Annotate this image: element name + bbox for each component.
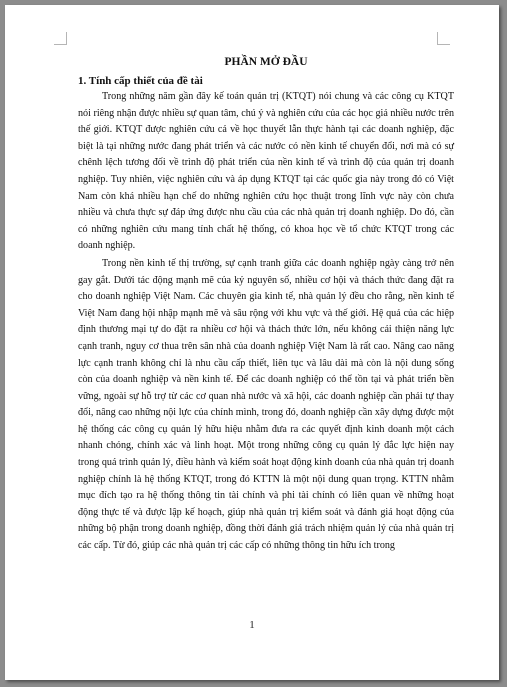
page-number: 1 [249, 619, 255, 631]
margin-corner-top-left [54, 32, 67, 45]
document-page [5, 5, 499, 680]
page-heading: PHẦN MỞ ĐẦU [224, 56, 308, 68]
page-content [78, 54, 454, 555]
paragraph-1: Trong những năm gần đây kế toán quản trị (KTQT) nói chung và các công cụ KTQT nói riêng nhận được nhiều sự quan tâm, chú ý và nghiên cứu của các học giả nhiều nước trên thế giới. KTQT được nghiên cứu cả về học thuyết lẫn thực hành tại các doanh nghiệp, đặc biệt là tại những nước đang phát triển và các nước có nền kinh tế chuyển đổi, nơi mà có sự chênh lệch tương đối về trình độ phát triển của nền kinh tế và trình độ của quản trị doanh nghiệp. Tuy nhiên, việc nghiên cứu và áp dụng KTQT tại các quốc gia này trong đó có Việt Nam còn khá nhiều hạn chế do những nghiên cứu học thuật trong lĩnh vực này còn chưa nhiều và chưa thực sự đáp ứng được nhu cầu của các nhà quản trị doanh nghiệp. Do đó, cần có những nghiên cứu mang tính chất hệ thống, có khoa học về tổ chức KTQT trong các doanh nghiệp. [78, 91, 454, 252]
margin-corner-top-right [437, 32, 450, 45]
section-title: 1. Tính cấp thiết của đề tài [78, 75, 203, 87]
paragraph-2: Trong nền kinh tế thị trường, sự cạnh tranh giữa các doanh nghiệp ngày càng trở nên gay gắt. Dưới tác động mạnh mẽ của kỷ nguyên số, nhiều cơ hội và thách thức đang đặt ra cho doanh nghiệp Việt Nam. Các chuyên gia kinh tế, nhà quản lý đều cho rằng, nền kinh tế Việt Nam đang hội nhập mạnh mẽ và sâu rộng với khu vực và thế giới. Hệ quả của các hiệp định thương mại tự do đặt ra nhiều cơ hội và thách thức lớn, nếu không cải thiện năng lực cạnh tranh, nguy cơ thua trên sân nhà của doanh nghiệp Việt Nam là rất cao. Nâng cao năng lực cạnh tranh không chỉ là nhu cầu cấp thiết, liên tục và lâu dài mà còn là nội dung sống còn của doanh nghiệp và nền kinh tế. Để các doanh nghiệp có thể tồn tại và phát triển bền vững, ngoài sự hỗ trợ từ các cơ quan nhà nước và xã hội, các doanh nghiệp cần phải tự thay đổi, nâng cao những nội lực của chính mình, trong đó, doanh nghiệp cần xây dựng được một hệ thống các công cụ quản lý hữu hiệu nhằm đưa ra các quyết định kinh doanh một cách nhanh chóng, chính xác và linh hoạt. Một trong những công cụ quản lý đắc lực hiện nay trong quá trình quản lý, điều hành và kiểm soát hoạt động kinh doanh của nhà quản trị doanh nghiệp chính là hệ thống KTQT, trong đó KTTN là một nội dung quan trọng. KTTN nhằm mục đích tạo ra hệ thống thông tin tài chính và phi tài chính có liên quan về những hoạt động thực tế và được lập kế hoạch, giúp nhà quản trị kiểm soát và đánh giá hoạt động của những bộ phận trong doanh nghiệp, đồng thời đánh giá trách nhiệm quản lý của nhà quản trị các cấp. Từ đó, giúp các nhà quản trị các cấp có những thông tin hữu ích trong [78, 257, 454, 552]
